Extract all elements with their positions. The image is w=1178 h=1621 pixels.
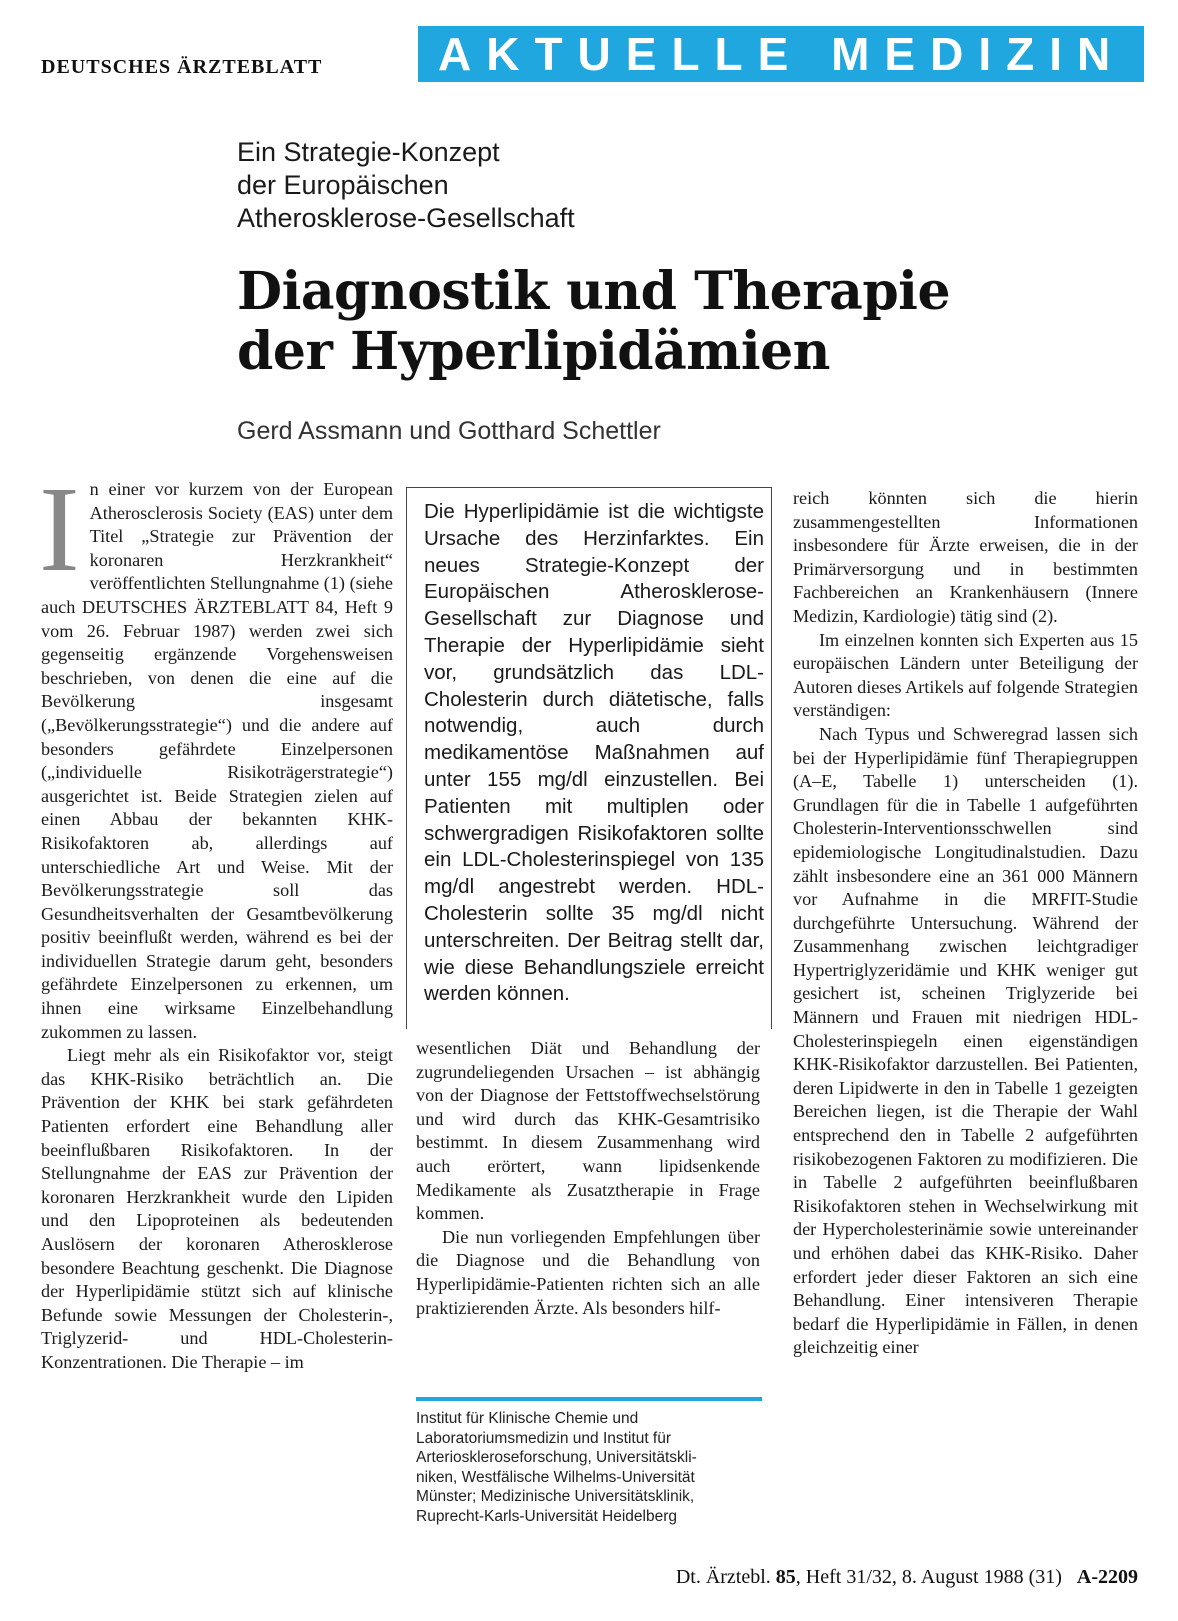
article-authors: Gerd Assmann und Gotthard Schettler — [237, 417, 661, 445]
citation-suffix: , Heft 31/32, 8. August 1988 (31) — [795, 1566, 1062, 1588]
affiliation-line: Arterioskleroseforschung, Universitätskli- — [416, 1449, 697, 1466]
citation-volume: 85 — [775, 1566, 796, 1588]
affiliation-line: Institut für Klinische Chemie und — [416, 1410, 639, 1427]
affiliation-divider — [416, 1397, 762, 1401]
body-paragraph: Nach Typus und Schweregrad lassen sich bei der Hyperlipidämie fünf Therapiegruppen (A–E, Tabelle 1) unterscheiden (1). Grundlagen für die in Tabelle 1 aufgeführten Cholesterin-Interventionsschwellen sind epidemiologische Longitudinalstudien. Dazu zählt insbesondere eine an 361 000 Männern vor Aufnahme in die MRFIT-Studie durchgeführte Untersuchung. Während der Zusammenhang zwischen leichtgradiger Hypertriglyzeridämie und KHK weniger gut gesichert ist, scheinen Triglyzeride bei Männern und Frauen mit niedrigen HDL-Cholesterinspiegeln einen eigenständigen KHK-Risikofaktor darzustellen. Bei Patienten, deren Lipidwerte in den in Tabelle 1 gezeigten Bereichen liegen, ist die Therapie der Wahl entsprechend den in Tabelle 2 aufgeführten risikobezogenen Faktoren zu modifizieren. Die in Tabelle 2 aufgeführten beeinflußbaren Risikofaktoren stehen in Wechselwirkung mit der Hypercholesterinämie sowie untereinander und erhöhen dabei das KHK-Risiko. Daher erfordert jeder dieser Faktoren an sich eine Behandlung. Einer intensiveren Therapie bedarf die Hyperlipidämie in Fällen, in denen gleichzeitig einer — [793, 723, 1138, 1358]
body-paragraph — [39, 462, 393, 1044]
title-line: der Hyperlipidämien — [237, 321, 830, 382]
subtitle-line: der Europäischen — [237, 170, 449, 200]
page-number: A-2209 — [1076, 1566, 1138, 1588]
subtitle-line: Ein Strategie-Konzept — [237, 137, 500, 167]
subtitle-line: Atherosklerose-Gesellschaft — [237, 203, 575, 233]
section-label: AKTUELLE MEDIZIN — [438, 28, 1126, 80]
section-banner — [418, 26, 1144, 82]
article-title — [237, 262, 1157, 382]
affiliation-line: niken, Westfälische Wilhelms-Universität — [416, 1468, 695, 1486]
affiliation-line: Laboratoriumsmedizin und Institut für — [416, 1429, 672, 1447]
drop-cap: I — [39, 462, 80, 597]
body-paragraph: wesentlichen Diät und Behandlung der zugrundeliegenden Ursachen – ist abhängig von der Diagnose der Fettstoffwechselstörung und wird durch das KHK-Gesamtrisiko bestimmt. In diesem Zusammenhang wird auch erörtert, wann lipidsenkende Medikamente als Zusatztherapie in Frage kommen. — [416, 1038, 760, 1224]
paragraph-text: n einer vor kurzem von der European Atherosclerosis Society (EAS) unter dem Titel „Strategie zur Prävention der koronaren Herzkrankheit“ veröffentlichten Stellungnahme (1) (siehe auch DEUTSCHES ÄRZTEBLATT 84, Heft 9 vom 26. Februar 1987) werden zwei sich gegenseitig ergänzende Vorgehensweisen beschrieben, von denen die eine auf die Bevölkerung insgesamt („Bevölkerungsstrategie“) und die andere auf besonders gefährdete Einzelpersonen („individuelle Risikoträgerstrategie“) ausgerichtet ist. Beide Strategien zielen auf einen Abbau der bekannten KHK-Risikofaktoren ab, allerdings auf unterschiedliche Art und Weise. Mit der Bevölkerungsstrategie soll das Gesundheitsverhalten der Gesamtbevölkerung positiv beeinflußt werden, während es bei der individuellen Strategie darum geht, besonders gefährdete Einzelpersonen zu erkennen, um ihnen eine wirksame Einzelbehandlung zukommen zu lassen. — [41, 479, 393, 1042]
article-subtitle — [237, 136, 575, 235]
body-column-right — [793, 487, 1138, 1360]
page-footer — [676, 1566, 1138, 1589]
body-paragraph: Liegt mehr als ein Risikofaktor vor, steigt das KHK-Risiko beträchtlich an. Die Prävention der KHK bei stark gefährdeten Patienten erfordert eine Behandlung aller beeinflußbaren Risikofaktoren. In der Stellungnahme der EAS zur Prävention der koronaren Herzkrankheit wurde den Lipiden und den Lipoproteinen als bedeutenden Auslösern der koronaren Atherosklerose besondere Beachtung geschenkt. Die Diagnose der Hyperlipidämie stützt sich auf klinische Befunde sowie Messungen der Cholesterin-, Triglyzerid- und HDL-Cholesterin-Konzentrationen. Die Therapie – im — [41, 1045, 393, 1372]
body-column-left — [39, 462, 393, 1375]
body-paragraph: reich könnten sich die hierin zusammengestellten Informationen insbesondere für Ärzte erweisen, die in der Primärversorgung und in bestimmten Fachbereichen an Krankenhäusern (Innere Medizin, Kardiologie) tätig sind (2). — [793, 488, 1138, 626]
body-paragraph: Die nun vorliegenden Empfehlungen über die Diagnose und die Behandlung von Hyperlipidämie-Patienten richten sich an alle praktizierenden Ärzte. Als besonders hilf- — [416, 1226, 760, 1318]
body-paragraph: Im einzelnen konnten sich Experten aus 15 europäischen Ländern unter Beteiligung der Autoren dieses Artikels auf folgende Strategien verständigen: — [793, 629, 1138, 721]
body-column-middle — [416, 1037, 760, 1320]
journal-name: DEUTSCHES ÄRZTEBLATT — [41, 56, 323, 78]
affiliation-line: Münster; Medizinische Universitätsklinik, — [416, 1488, 695, 1505]
affiliation-line: Ruprecht-Karls-Universität Heidelberg — [416, 1507, 678, 1525]
citation-prefix: Dt. Ärztebl. — [675, 1566, 771, 1588]
title-line: Diagnostik und Therapie — [237, 261, 951, 322]
abstract-text: Die Hyperlipidämie ist die wichtigste Ursache des Herzinfarktes. Ein neues Strategie-Konzept der Europäischen Atherosklerose-Gesellschaft zur Diagnose und Therapie der Hyperlipidämie sieht vor, grundsätzlich das LDL-Cholesterin durch diätetische, falls notwendig, auch durch medikamentöse Maßnahmen auf unter 155 mg/dl einzustellen. Bei Patienten mit multiplen oder schwergradigen Risikofaktoren sollte ein LDL-Cholesterinspiegel von 135 mg/dl angestrebt werden. HDL-Cholesterin sollte 35 mg/dl nicht unterschreiten. Der Beitrag stellt dar, wie diese Behandlungsziele erreicht werden können. — [424, 500, 764, 1006]
author-affiliation — [416, 1409, 762, 1526]
